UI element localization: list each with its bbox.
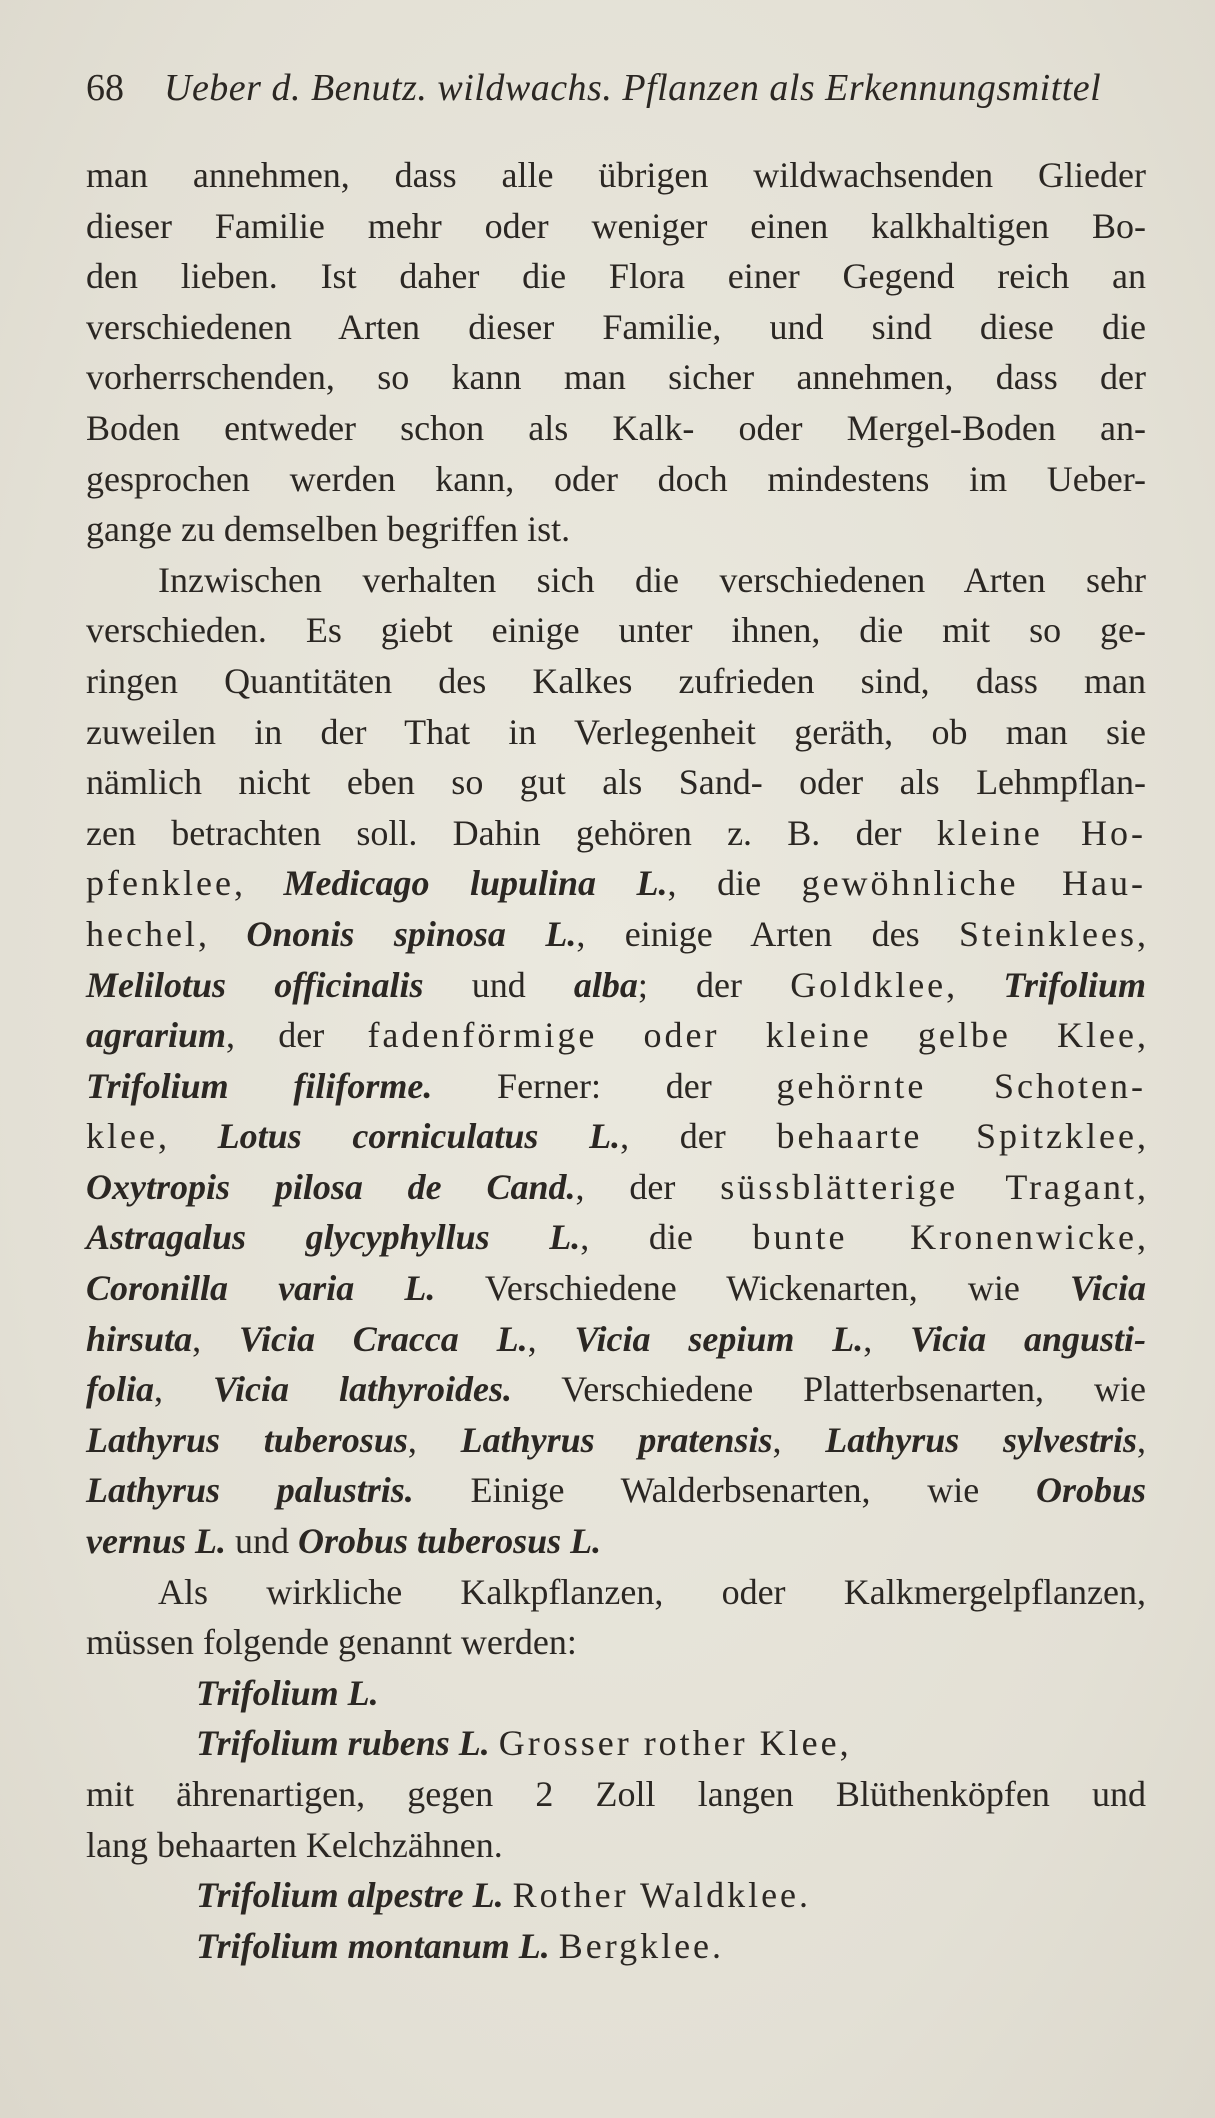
text-run: man annehmen, dass alle übrigen wildwachsenden Glieder [86,155,1146,195]
text-run: , einige Arten des [576,913,960,954]
text-run: , die [580,1217,753,1258]
text-run: Einige Walderbsenarten, wie [413,1470,1036,1511]
common-name: gehörnte Schoten- [776,1065,1146,1106]
text-line [86,1162,1146,1213]
species-name: Lathyrus pratensis [460,1419,773,1460]
page-header [86,66,1136,116]
common-name: behaarte Spitzklee [776,1116,1137,1157]
text-line [86,757,1146,808]
common-name: Bergklee. [558,1925,725,1966]
text-run: dieser Familie mehr oder weniger einen kalkhaltigen Bo- [86,205,1146,246]
text-run: vorherrschenden, so kann man sicher annehmen, dass der [86,357,1146,398]
text-line [86,1769,1146,1820]
text-run: , der [620,1116,777,1157]
species-name: Vicia lathyroides. [212,1369,512,1410]
text-run: , [407,1419,461,1460]
text-line [86,605,1146,656]
text-run [550,1926,559,1966]
species-name: Orobus tuberosus L. [298,1521,602,1562]
text-run [504,1875,513,1915]
text-run: lang behaarten Kelchzähnen. [86,1824,503,1865]
running-title: Ueber d. Benutz. wildwachs. Pflanzen als Erkennungsmittel [164,67,1102,109]
text-run: , [154,1369,213,1410]
species-name: agrarium [86,1015,227,1056]
species-name: Oxytropis pilosa de Cand. [86,1166,576,1207]
text-run: , der [575,1166,721,1207]
species-name: Trifolium filiforme. [86,1065,433,1106]
text-line [86,1212,1146,1263]
common-name: kleine Ho- [936,812,1146,853]
text-run: , [1137,1015,1147,1056]
text-run: , [527,1318,575,1359]
text-run: Inzwischen verhalten sich die verschiedenen Arten sehr [158,559,1146,600]
text-line [86,808,1146,859]
common-name: Rother Waldklee. [512,1875,812,1916]
text-line [86,251,1146,302]
text-line [86,1061,1146,1112]
text-run: verschiedenen Arten dieser Familie, und sind diese die [86,306,1146,347]
species-name: Trifolium alpestre L. [196,1875,504,1916]
text-line [86,858,1146,909]
page-number: 68 [86,67,124,109]
species-name: Trifolium rubens L. [196,1723,490,1764]
species-name: Medicago lupulina L. [283,863,668,904]
text-run: , [946,964,1004,1005]
common-name: fadenförmige oder kleine gelbe Klee [367,1015,1138,1056]
text-run: , [1137,913,1146,954]
species-name: hirsuta [86,1318,193,1359]
text-line [86,1820,1146,1871]
text-run: , der [226,1015,368,1056]
text-run: den lieben. Ist daher die Flora einer Gegend reich an [86,256,1146,297]
species-name: vernus L. [86,1521,227,1562]
list-item [86,1718,1146,1769]
text-line [86,1617,1146,1668]
common-name: Steinklees [959,913,1137,954]
text-run: und [226,1521,299,1562]
text-run: mit ährenartigen, gegen 2 Zoll langen Blüthenköpfen und [86,1774,1146,1814]
species-name: Orobus [1035,1470,1147,1511]
text-run: , [1137,1419,1147,1460]
text-run: , [192,1318,239,1359]
species-name: Trifolium montanum L. [196,1925,550,1966]
text-run: , [233,863,284,904]
species-name: Astragalus glycyphyllus L. [86,1217,581,1258]
common-name: bunte Kronenwicke [752,1217,1138,1258]
text-line [86,1516,1146,1567]
text-line [86,1465,1146,1516]
common-name: hechel [86,913,198,954]
text-line [86,1314,1146,1365]
species-name: alba [573,964,638,1005]
text-run: gesprochen werden kann, oder doch mindestens im Ueber- [86,458,1146,499]
text-line [86,454,1146,505]
text-run: , [772,1419,826,1460]
text-line [86,504,1146,555]
text-run: , [197,913,247,954]
text-run: gange zu demselben begriffen ist. [86,509,571,550]
text-line [86,1263,1146,1314]
species-name: Trifolium [1003,964,1147,1005]
text-run: ringen Quantitäten des Kalkes zufrieden sind, dass man [86,660,1146,701]
species-name: Lathyrus tuberosus [86,1419,408,1460]
list-item [86,1921,1146,1972]
list-item [86,1870,1146,1921]
text-line [86,1364,1146,1415]
text-run: ; der [637,964,791,1005]
species-name: Vicia angusti- [910,1318,1147,1359]
text-run: , die [667,863,802,904]
common-name: Grosser rother Klee [498,1723,840,1764]
text-run: Boden entweder schon als Kalk- oder Mergel-Boden an- [86,407,1146,448]
species-name: Vicia [1069,1268,1146,1309]
text-line [86,150,1146,201]
species-name: Coronilla varia L. [86,1268,436,1309]
species-name: Melilotus officinalis [86,964,424,1005]
paragraph-start-line [86,555,1146,606]
text-run [490,1723,499,1763]
text-line [86,352,1146,403]
text-run: Verschiedene Platterbsenarten, wie [511,1369,1146,1410]
text-line [86,909,1146,960]
species-name: Lathyrus sylvestris [825,1419,1138,1460]
text-run: , [1137,1217,1147,1258]
text-run: , [839,1723,849,1764]
text-line [86,1111,1146,1162]
body-text [86,150,1146,1971]
text-run: Verschiedene Wickenarten, wie [435,1268,1070,1309]
species-name: Vicia sepium L. [574,1318,864,1359]
common-name: klee [86,1116,158,1157]
text-run: Ferner: der [432,1065,777,1106]
text-run: , [157,1116,218,1157]
text-line [86,1010,1146,1061]
text-line [86,403,1146,454]
text-run: , [1137,1166,1147,1207]
text-run: , [1137,1116,1146,1157]
text-line [86,1415,1146,1466]
common-name: gewöhnliche Hau- [801,863,1147,904]
text-run: Als wirkliche Kalkpflanzen, oder Kalkmergelpflanzen, [158,1571,1146,1612]
text-run: zuweilen in der That in Verlegenheit geräth, ob man sie [86,711,1146,752]
paragraph-start-line [86,1567,1146,1618]
species-name: Trifolium L. [196,1672,379,1713]
text-run: müssen folgende genannt werden: [86,1622,577,1663]
text-line [86,960,1146,1011]
text-run: , [863,1318,911,1359]
text-run: zen betrachten soll. Dahin gehören z. B. der [86,812,937,853]
common-name: süssblätterige Tragant [720,1166,1138,1207]
common-name: pfenklee [86,863,234,904]
common-name: Goldklee [790,964,947,1005]
text-line [86,656,1146,707]
text-run: verschieden. Es giebt einige unter ihnen, die mit so ge- [86,610,1146,651]
text-run: nämlich nicht eben so gut als Sand- oder als Lehmpflan- [86,762,1146,803]
species-name: Lotus corniculatus L. [217,1116,621,1157]
text-run: und [423,964,574,1005]
list-heading [86,1668,1146,1719]
species-name: folia [86,1369,154,1410]
species-name: Vicia Cracca L. [238,1318,528,1359]
species-name: Ononis spinosa L. [246,913,577,954]
text-line [86,707,1146,758]
species-name: Lathyrus palustris. [86,1470,414,1511]
text-line [86,302,1146,353]
text-line [86,201,1146,252]
